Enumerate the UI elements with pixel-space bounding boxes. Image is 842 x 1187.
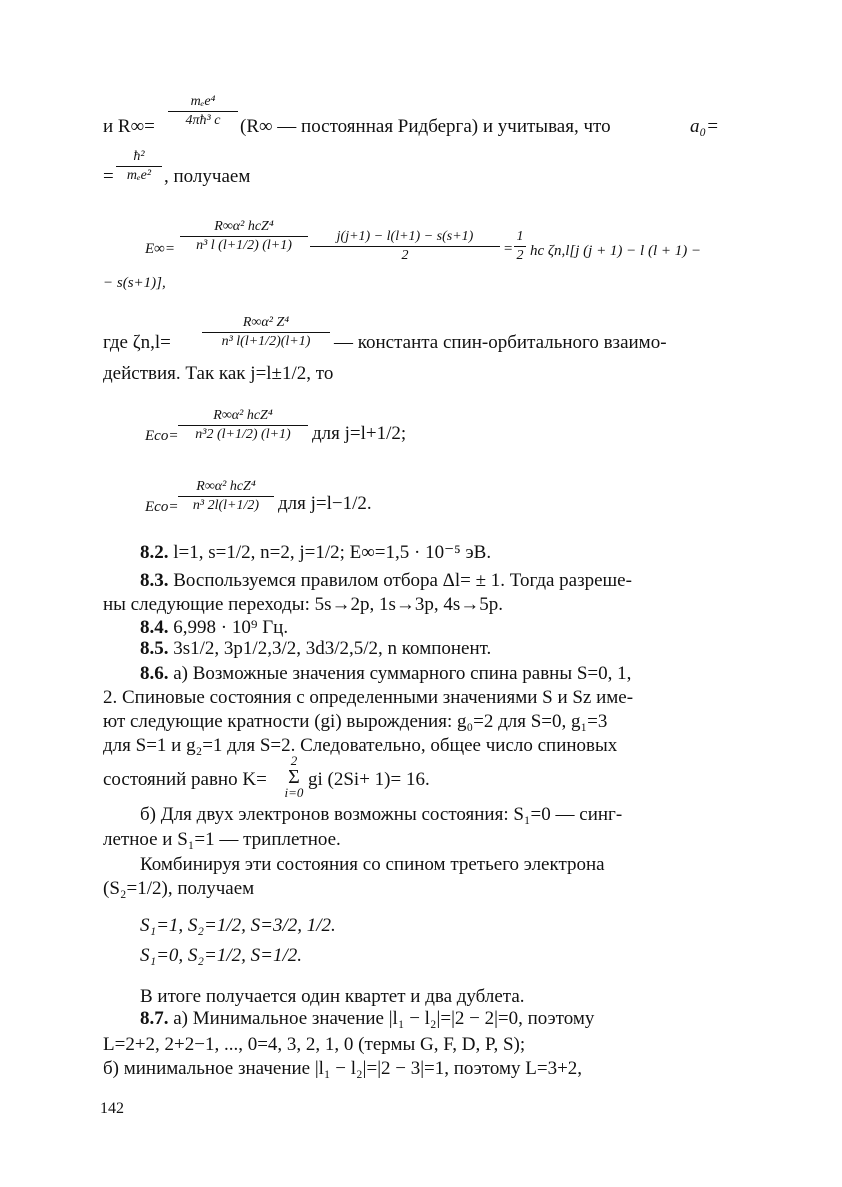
text-line: и R∞= [103,116,155,137]
fraction-numerator: R∞α² hcZ⁴ [180,218,308,237]
text-line: L=2+2, 2+2−1, ..., 0=4, 3, 2, 1, 0 (термы G, F, D, P, S); [103,1034,526,1055]
fraction-energy-2 [310,228,500,265]
fraction-energy-1 [180,218,308,255]
problem-number: 8.2. [140,542,169,563]
problem-text: 6,998 · 10⁹ Гц. [168,617,289,638]
text-line: б) минимальное значение |l₁ − l₂|=|2 − 3|=1, поэтому L=3+2, [103,1058,583,1079]
fraction-energy-minus [178,478,274,515]
text-line: В итоге получается один квартет и два дублета. [140,986,525,1007]
text-line: для j=l+1/2; [312,423,407,444]
fraction-rydberg [168,93,238,130]
formula-lhs: E∞= [145,241,175,257]
text-line: где ζn,l= [103,332,171,353]
fraction-numerator: 1 [514,228,526,247]
fraction-denominator: mₑe² [126,168,152,183]
text-line: (S₂=1/2), получаем [103,878,255,899]
page-number: 142 [100,1100,124,1117]
formula-rhs: hc ζn,l[j (j + 1) − l (l + 1) − [530,243,702,259]
fraction-numerator: mₑe⁴ [168,93,238,112]
problem-number: 8.4. [140,617,169,638]
problem-text: 3s1/2, 3p1/2,3/2, 3d3/2,5/2, n компонент. [168,638,492,659]
formula-equals: = [503,241,514,257]
text-line: = [103,166,114,187]
problem-text: а) Возможные значения суммарного спина равны S=0, 1, [168,663,632,684]
fraction-denominator: 4πħ³ c [185,113,221,128]
fraction-zeta [202,314,330,351]
text-line: для j=l−1/2. [278,493,372,514]
summation-lower: i=0 [284,785,304,800]
text-line: — константа спин-орбитального взаимо- [334,332,667,353]
text-line: б) Для двух электронов возможны состояния: S₁=0 — синг- [140,804,623,825]
problem-8-2 [140,542,491,564]
summation-symbol: Σ [288,766,300,788]
fraction-denominator: 2 [516,248,524,263]
text-line: для S=1 и g₂=1 для S=2. Следовательно, общее число спиновых [103,735,618,756]
problem-8-6 [140,663,631,685]
fraction-numerator: ħ² [116,148,162,167]
problem-8-5 [140,638,491,660]
problem-text: l=1, s=1/2, n=2, j=1/2; E∞=1,5 · 10⁻⁵ эВ. [168,542,492,563]
formula-lhs: Eco= [145,499,179,515]
text-line: a₀= [690,116,719,137]
problem-number: 8.5. [140,638,169,659]
problem-8-7 [140,1008,594,1030]
fraction-denominator: n³ l(l+1/2)(l+1) [221,334,311,349]
problem-number: 8.6. [140,663,169,684]
text-line: Комбинируя эти состояния со спином третьего электрона [140,854,605,875]
formula-continuation: − s(s+1)], [103,275,166,291]
formula-lhs: Eco= [145,428,179,444]
spin-combination-1: S₁=1, S₂=1/2, S=3/2, 1/2. [140,915,336,936]
problem-text: Воспользуемся правилом отбора Δl= ± 1. Тогда разреше- [168,570,632,591]
fraction-energy-plus [178,407,308,444]
fraction-one-half [514,228,526,265]
text-line: летное и S₁=1 — триплетное. [103,829,341,850]
text-line: , получаем [164,166,251,187]
problem-number: 8.3. [140,570,169,591]
text-line: (R∞ — постоянная Ридберга) и учитывая, что [240,116,611,137]
summation-sign [282,754,306,800]
text-line: gi (2Si+ 1)= 16. [308,769,430,790]
fraction-numerator: j(j+1) − l(l+1) − s(s+1) [310,228,500,247]
fraction-numerator: R∞α² hcZ⁴ [178,407,308,426]
fraction-bohr-radius [116,148,162,185]
problem-8-3 [140,570,632,592]
problem-number: 8.7. [140,1008,169,1029]
fraction-denominator: n³2 (l+1/2) (l+1) [195,427,291,442]
text-line: состояний равно K= [103,769,267,790]
problem-text: а) Минимальное значение |l₁ − l₂|=|2 − 2|=0, поэтому [168,1008,595,1029]
spin-combination-2: S₁=0, S₂=1/2, S=1/2. [140,945,302,966]
fraction-denominator: n³ 2l(l+1/2) [192,498,260,513]
fraction-denominator: n³ l (l+1/2) (l+1) [196,238,292,253]
problem-8-4 [140,617,288,639]
summation-upper: 2 [290,753,298,768]
text-line: 2. Спиновые состояния с определенными значениями S и Sz име- [103,687,634,708]
fraction-numerator: R∞α² Z⁴ [202,314,330,333]
text-line: ют следующие кратности (gi) вырождения: g₀=2 для S=0, g₁=3 [103,711,608,732]
fraction-numerator: R∞α² hcZ⁴ [178,478,274,497]
text-line: действия. Так как j=l±1/2, то [103,363,334,384]
fraction-denominator: 2 [401,248,409,263]
text-line: ны следующие переходы: 5s→2p, 1s→3p, 4s→5p. [103,594,504,615]
